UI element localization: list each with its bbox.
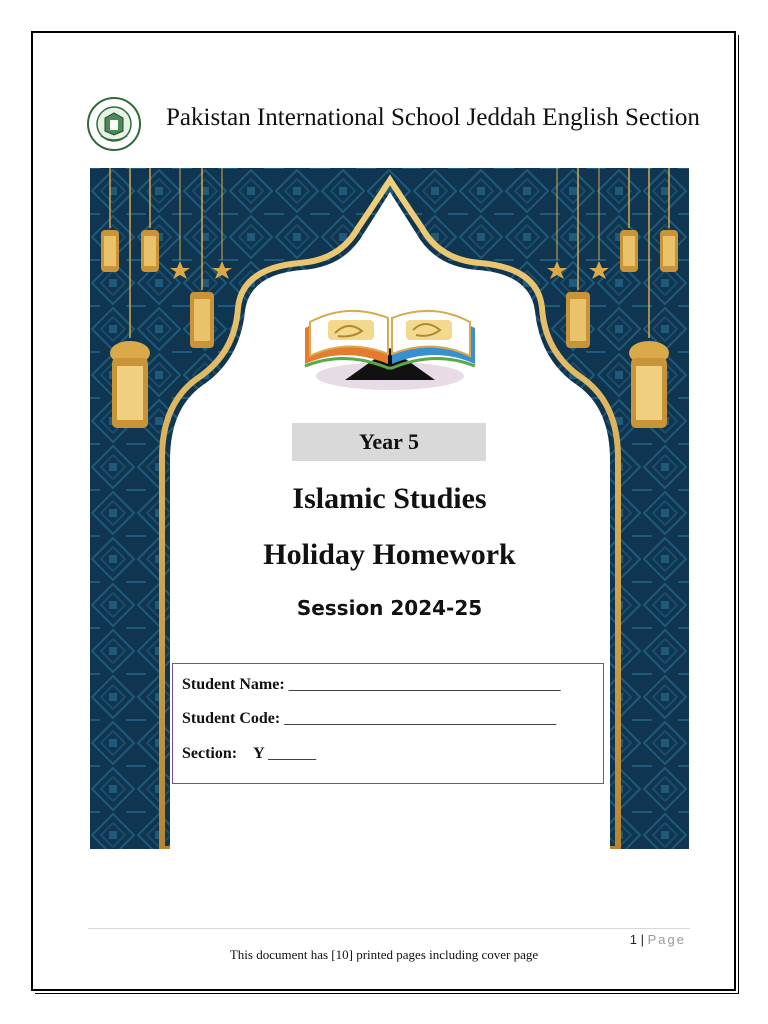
page-number-value: 1 [629, 932, 637, 947]
subject-title: Islamic Studies [292, 482, 487, 515]
footer-rule [88, 928, 690, 929]
section-label: Section: [182, 745, 238, 762]
year-label: Year 5 [292, 423, 486, 461]
header [86, 96, 716, 142]
page-separator: | [640, 932, 644, 947]
page-label: Page [647, 932, 686, 947]
section-line: ______ [268, 745, 317, 762]
student-name-label: Student Name: [182, 676, 285, 693]
student-name-line: __________________________________ [288, 676, 561, 693]
student-code-field[interactable] [182, 710, 556, 728]
school-logo [86, 96, 142, 152]
page-number [630, 932, 686, 947]
homework-title: Holiday Homework [263, 538, 516, 571]
student-info-box [172, 663, 604, 784]
student-name-field[interactable] [182, 676, 561, 694]
student-code-line: __________________________________ [284, 710, 557, 727]
section-field[interactable] [182, 745, 316, 763]
student-code-label: Student Code: [182, 710, 281, 727]
school-name: Pakistan International School Jeddah English Section [166, 104, 700, 131]
footer-note: This document has [10] printed pages including cover page [229, 947, 539, 962]
cover-artwork [90, 168, 689, 849]
section-value: Y [253, 745, 265, 762]
session-label: Session 2024-25 [296, 596, 483, 620]
